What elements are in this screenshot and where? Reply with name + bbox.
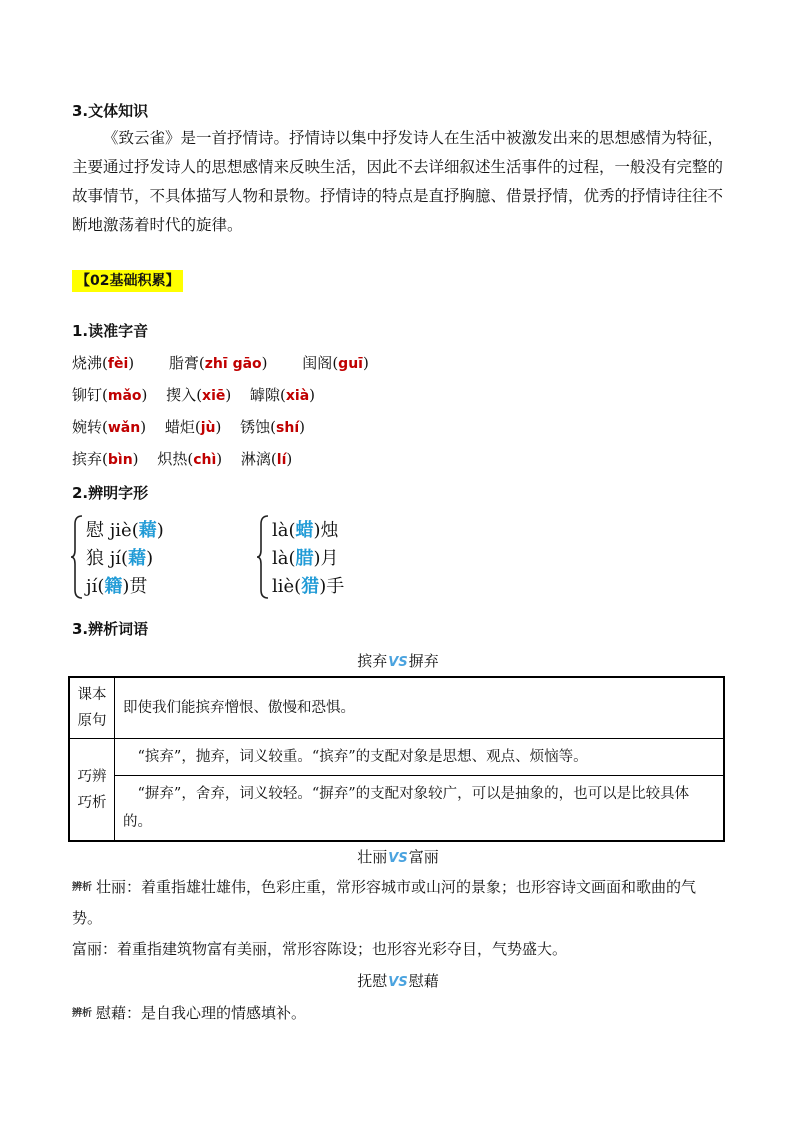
section-title-glyphs: 2.辨明字形	[72, 484, 149, 502]
pinyin-item: 锈蚀(shí)	[240, 418, 305, 436]
pinyin-row	[72, 448, 306, 469]
pinyin-item: 揳入(xiē)	[166, 386, 232, 404]
pinyin-row	[72, 352, 383, 373]
left-brace-icon	[70, 514, 84, 600]
section-tag: 【02基础积累】	[72, 270, 183, 292]
table-label: 巧辨巧析	[69, 739, 115, 842]
pinyin-item: 铆钉(mǎo)	[72, 386, 148, 404]
pinyin-row	[72, 416, 319, 437]
compare-heading: 抚慰VS慰藉	[357, 972, 439, 990]
vs-icon: VS	[388, 655, 408, 670]
glyph-line: 慰 jiè(藉)	[86, 520, 164, 541]
analysis-note: 辨析 慰藉：是自我心理的情感填补。	[72, 1004, 307, 1022]
pinyin-item: 烧沸(fèi)	[72, 354, 135, 372]
analysis-note: 辨析 壮丽：着重指雄壮雄伟，色彩庄重，常形容城市或山河的景象；也形容诗文画面和歌曲的气势。	[72, 878, 697, 927]
vs-icon: VS	[388, 851, 408, 866]
pinyin-item: 罅隙(xià)	[250, 386, 316, 404]
pinyin-row	[72, 384, 329, 405]
glyph-line: jí(籍)贯	[86, 576, 148, 597]
section-title-reading: 1.读准字音	[72, 322, 149, 340]
table-analysis: “摈弃”，抛弃，词义较重。“摈弃”的支配对象是思想、观点、烦恼等。	[115, 739, 725, 776]
analysis-note: 富丽：着重指建筑物富有美丽，常形容陈设；也形容光彩夺目，气势盛大。	[72, 940, 568, 958]
genre-paragraph: 《致云雀》是一首抒情诗。抒情诗以集中抒发诗人在生活中被激发出来的思想感情为特征，主要通过抒发诗人的思想感情来反映生活，因此不去详细叙述生活事件的过程，一般没有完整的故事情节，不具体描写人物和景物。抒情诗的特点是直抒胸臆、借景抒情，优秀的抒情诗往往不断地激荡着时代的旋律。	[72, 129, 724, 234]
pinyin-item: 蜡炬(jù)	[164, 418, 222, 436]
glyph-line: là(蜡)烛	[272, 520, 339, 541]
pinyin-item: 婉转(wǎn)	[72, 418, 147, 436]
table-sentence: 即使我们能摈弃憎恨、傲慢和恐惧。	[115, 677, 725, 739]
compare-heading: 壮丽VS富丽	[357, 848, 439, 866]
vs-icon: VS	[388, 975, 408, 990]
section-title-words: 3.辨析词语	[72, 620, 149, 638]
section-title-genre: 3.文体知识	[72, 102, 149, 120]
pinyin-item: 淋漓(lí)	[240, 450, 293, 468]
pinyin-item: 摈弃(bìn)	[72, 450, 139, 468]
right-group-brace-icon	[256, 514, 270, 600]
analysis-badge: 辨析	[72, 1008, 92, 1019]
glyph-line: là(腊)月	[272, 548, 339, 569]
table-analysis: “摒弃”，舍弃，词义较轻。“摒弃”的支配对象较广，可以是抽象的，也可以是比较具体的。	[115, 776, 725, 842]
compare-heading: 摈弃VS摒弃	[357, 652, 439, 670]
analysis-badge: 辨析	[72, 882, 92, 893]
pinyin-item: 闺阁(guī)	[302, 354, 369, 372]
pinyin-item: 炽热(chì)	[157, 450, 223, 468]
table-label: 课本原句	[69, 677, 115, 739]
pinyin-item: 脂膏(zhī gāo)	[168, 354, 268, 372]
glyph-line: liè(猎)手	[272, 576, 345, 597]
glyph-line: 狼 jí(藉)	[86, 548, 154, 569]
comparison-table	[68, 676, 725, 842]
